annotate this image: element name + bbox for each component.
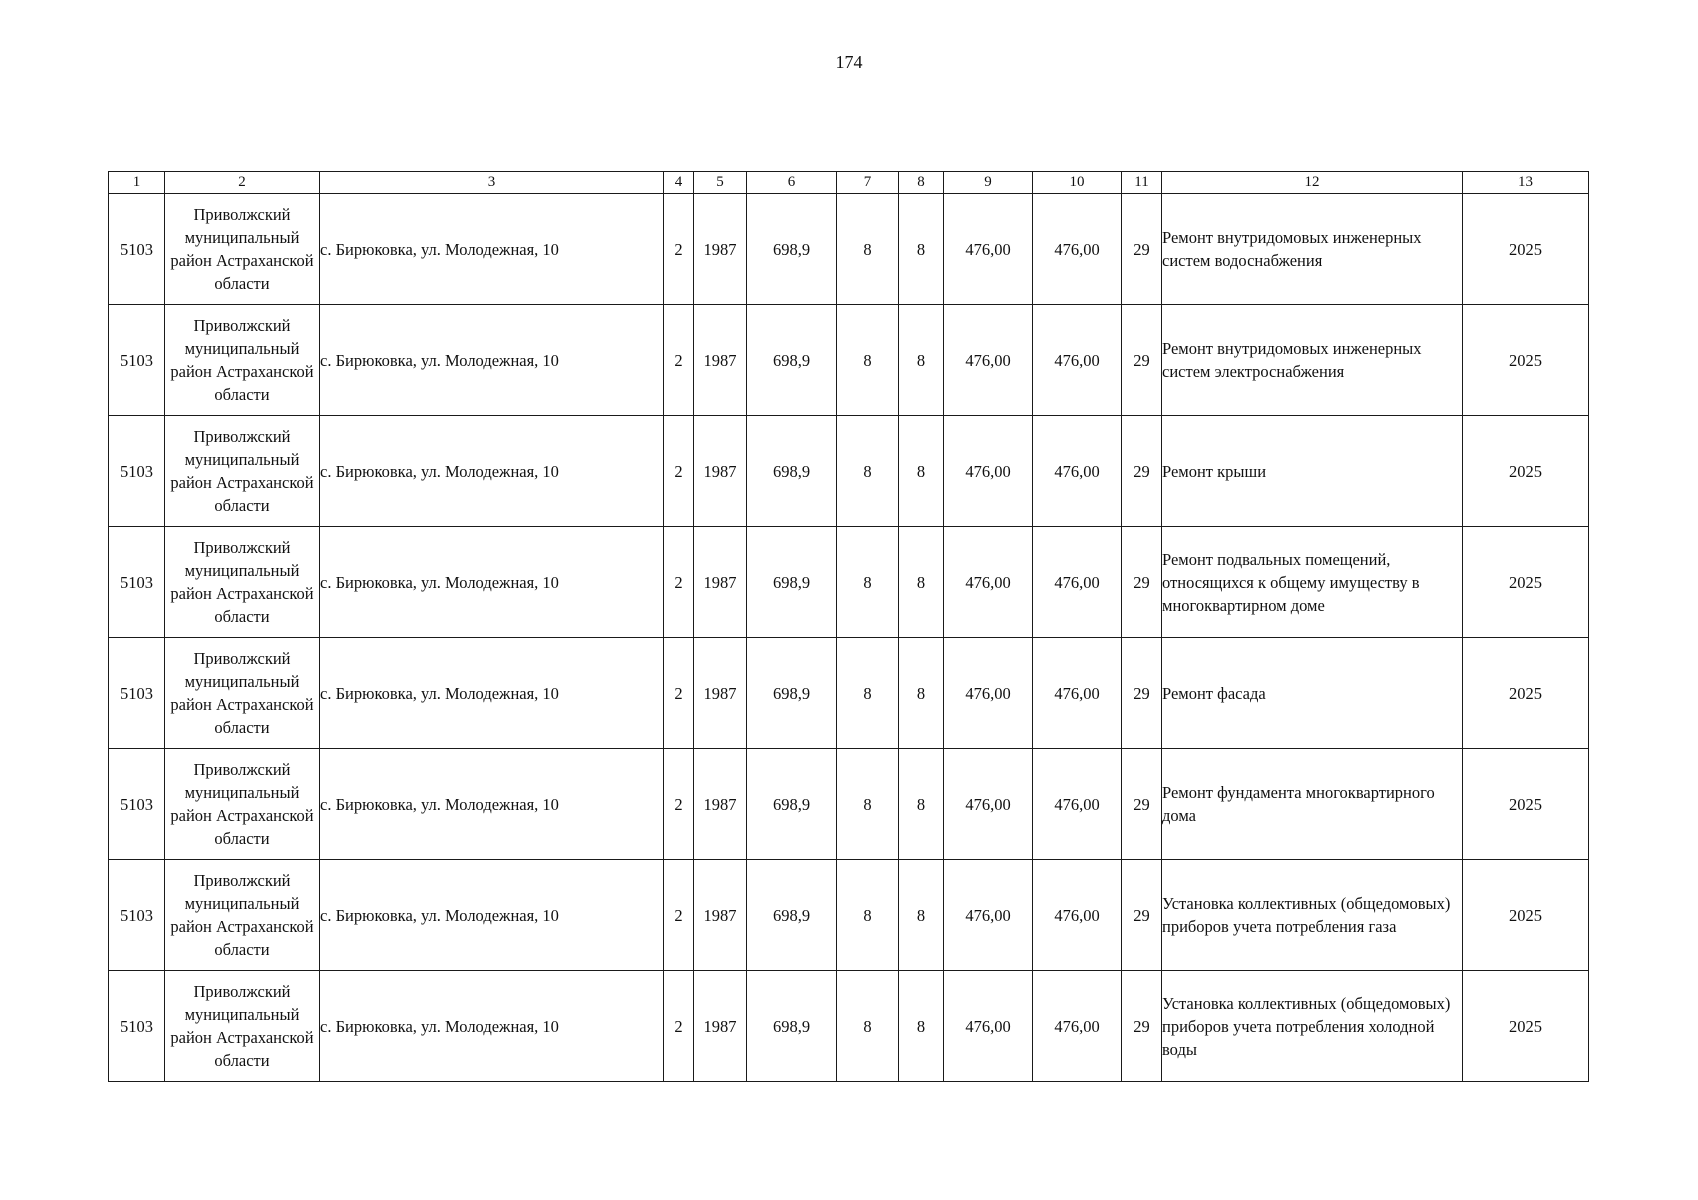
column-header-5: 5	[694, 172, 747, 194]
cell-work: Ремонт внутридомовых инженерных систем электроснабжения	[1162, 305, 1463, 416]
cell-v9: 476,00	[944, 638, 1033, 749]
cell-work: Ремонт внутридомовых инженерных систем водоснабжения	[1162, 194, 1463, 305]
cell-year: 1987	[694, 971, 747, 1082]
cell-v7: 8	[837, 527, 899, 638]
table-row	[109, 305, 1589, 416]
cell-v11: 29	[1122, 860, 1162, 971]
cell-district: Приволжский муниципальный район Астраханской области	[165, 527, 320, 638]
cell-v9: 476,00	[944, 305, 1033, 416]
cell-v10: 476,00	[1033, 194, 1122, 305]
table-header	[109, 172, 1589, 194]
cell-district: Приволжский муниципальный район Астраханской области	[165, 638, 320, 749]
cell-floors: 2	[664, 860, 694, 971]
cell-year: 1987	[694, 305, 747, 416]
cell-v10: 476,00	[1033, 860, 1122, 971]
cell-v7: 8	[837, 860, 899, 971]
column-header-10: 10	[1033, 172, 1122, 194]
cell-year: 1987	[694, 416, 747, 527]
cell-v8: 8	[899, 971, 944, 1082]
column-header-13: 13	[1463, 172, 1589, 194]
cell-plan: 2025	[1463, 749, 1589, 860]
cell-year: 1987	[694, 527, 747, 638]
cell-floors: 2	[664, 638, 694, 749]
cell-floors: 2	[664, 749, 694, 860]
cell-v9: 476,00	[944, 194, 1033, 305]
column-header-9: 9	[944, 172, 1033, 194]
cell-v10: 476,00	[1033, 971, 1122, 1082]
cell-v8: 8	[899, 638, 944, 749]
cell-plan: 2025	[1463, 527, 1589, 638]
cell-area: 698,9	[747, 305, 837, 416]
cell-year: 1987	[694, 638, 747, 749]
cell-v9: 476,00	[944, 749, 1033, 860]
cell-v8: 8	[899, 860, 944, 971]
cell-area: 698,9	[747, 527, 837, 638]
cell-num: 5103	[109, 860, 165, 971]
column-header-11: 11	[1122, 172, 1162, 194]
column-header-8: 8	[899, 172, 944, 194]
cell-v11: 29	[1122, 416, 1162, 527]
cell-v7: 8	[837, 638, 899, 749]
cell-v9: 476,00	[944, 971, 1033, 1082]
table-row	[109, 749, 1589, 860]
cell-work: Ремонт крыши	[1162, 416, 1463, 527]
cell-v8: 8	[899, 416, 944, 527]
cell-district: Приволжский муниципальный район Астраханской области	[165, 749, 320, 860]
table-row	[109, 860, 1589, 971]
column-header-4: 4	[664, 172, 694, 194]
column-header-2: 2	[165, 172, 320, 194]
cell-v7: 8	[837, 305, 899, 416]
cell-address: с. Бирюковка, ул. Молодежная, 10	[320, 749, 664, 860]
cell-v11: 29	[1122, 638, 1162, 749]
cell-v9: 476,00	[944, 416, 1033, 527]
cell-v8: 8	[899, 749, 944, 860]
cell-v11: 29	[1122, 971, 1162, 1082]
cell-num: 5103	[109, 416, 165, 527]
cell-district: Приволжский муниципальный район Астраханской области	[165, 305, 320, 416]
cell-area: 698,9	[747, 416, 837, 527]
cell-num: 5103	[109, 749, 165, 860]
cell-work: Ремонт фундамента многоквартирного дома	[1162, 749, 1463, 860]
cell-district: Приволжский муниципальный район Астраханской области	[165, 416, 320, 527]
cell-v7: 8	[837, 194, 899, 305]
cell-v8: 8	[899, 305, 944, 416]
cell-area: 698,9	[747, 194, 837, 305]
cell-floors: 2	[664, 305, 694, 416]
cell-v8: 8	[899, 194, 944, 305]
cell-v8: 8	[899, 527, 944, 638]
cell-v10: 476,00	[1033, 638, 1122, 749]
cell-address: с. Бирюковка, ул. Молодежная, 10	[320, 971, 664, 1082]
header-row	[109, 172, 1589, 194]
cell-district: Приволжский муниципальный район Астраханской области	[165, 194, 320, 305]
cell-address: с. Бирюковка, ул. Молодежная, 10	[320, 638, 664, 749]
cell-district: Приволжский муниципальный район Астраханской области	[165, 971, 320, 1082]
cell-plan: 2025	[1463, 416, 1589, 527]
column-header-12: 12	[1162, 172, 1463, 194]
cell-work: Установка коллективных (общедомовых) приборов учета потребления газа	[1162, 860, 1463, 971]
column-header-1: 1	[109, 172, 165, 194]
cell-num: 5103	[109, 971, 165, 1082]
cell-num: 5103	[109, 194, 165, 305]
cell-num: 5103	[109, 305, 165, 416]
cell-area: 698,9	[747, 971, 837, 1082]
cell-address: с. Бирюковка, ул. Молодежная, 10	[320, 416, 664, 527]
table-row	[109, 416, 1589, 527]
cell-year: 1987	[694, 860, 747, 971]
page-number: 174	[835, 52, 863, 72]
cell-v11: 29	[1122, 194, 1162, 305]
column-header-7: 7	[837, 172, 899, 194]
cell-plan: 2025	[1463, 305, 1589, 416]
cell-floors: 2	[664, 194, 694, 305]
cell-v7: 8	[837, 416, 899, 527]
cell-v11: 29	[1122, 305, 1162, 416]
table-body	[109, 194, 1589, 1082]
cell-address: с. Бирюковка, ул. Молодежная, 10	[320, 305, 664, 416]
cell-address: с. Бирюковка, ул. Молодежная, 10	[320, 860, 664, 971]
cell-district: Приволжский муниципальный район Астраханской области	[165, 860, 320, 971]
cell-v10: 476,00	[1033, 749, 1122, 860]
column-header-3: 3	[320, 172, 664, 194]
table-row	[109, 971, 1589, 1082]
cell-area: 698,9	[747, 749, 837, 860]
cell-plan: 2025	[1463, 638, 1589, 749]
cell-plan: 2025	[1463, 860, 1589, 971]
cell-num: 5103	[109, 527, 165, 638]
cell-work: Установка коллективных (общедомовых) приборов учета потребления холодной воды	[1162, 971, 1463, 1082]
cell-address: с. Бирюковка, ул. Молодежная, 10	[320, 527, 664, 638]
cell-v10: 476,00	[1033, 527, 1122, 638]
cell-v10: 476,00	[1033, 305, 1122, 416]
cell-plan: 2025	[1463, 194, 1589, 305]
cell-plan: 2025	[1463, 971, 1589, 1082]
cell-floors: 2	[664, 527, 694, 638]
table-row	[109, 638, 1589, 749]
cell-area: 698,9	[747, 860, 837, 971]
cell-work: Ремонт подвальных помещений, относящихся к общему имуществу в многоквартирном доме	[1162, 527, 1463, 638]
cell-area: 698,9	[747, 638, 837, 749]
cell-v9: 476,00	[944, 527, 1033, 638]
cell-v11: 29	[1122, 527, 1162, 638]
cell-v7: 8	[837, 749, 899, 860]
cell-year: 1987	[694, 749, 747, 860]
cell-v11: 29	[1122, 749, 1162, 860]
cell-work: Ремонт фасада	[1162, 638, 1463, 749]
cell-floors: 2	[664, 971, 694, 1082]
table-row	[109, 527, 1589, 638]
cell-address: с. Бирюковка, ул. Молодежная, 10	[320, 194, 664, 305]
cell-num: 5103	[109, 638, 165, 749]
cell-floors: 2	[664, 416, 694, 527]
column-header-6: 6	[747, 172, 837, 194]
cell-v10: 476,00	[1033, 416, 1122, 527]
cell-year: 1987	[694, 194, 747, 305]
cell-v9: 476,00	[944, 860, 1033, 971]
cell-v7: 8	[837, 971, 899, 1082]
housing-repair-table	[108, 171, 1589, 1082]
table-row	[109, 194, 1589, 305]
